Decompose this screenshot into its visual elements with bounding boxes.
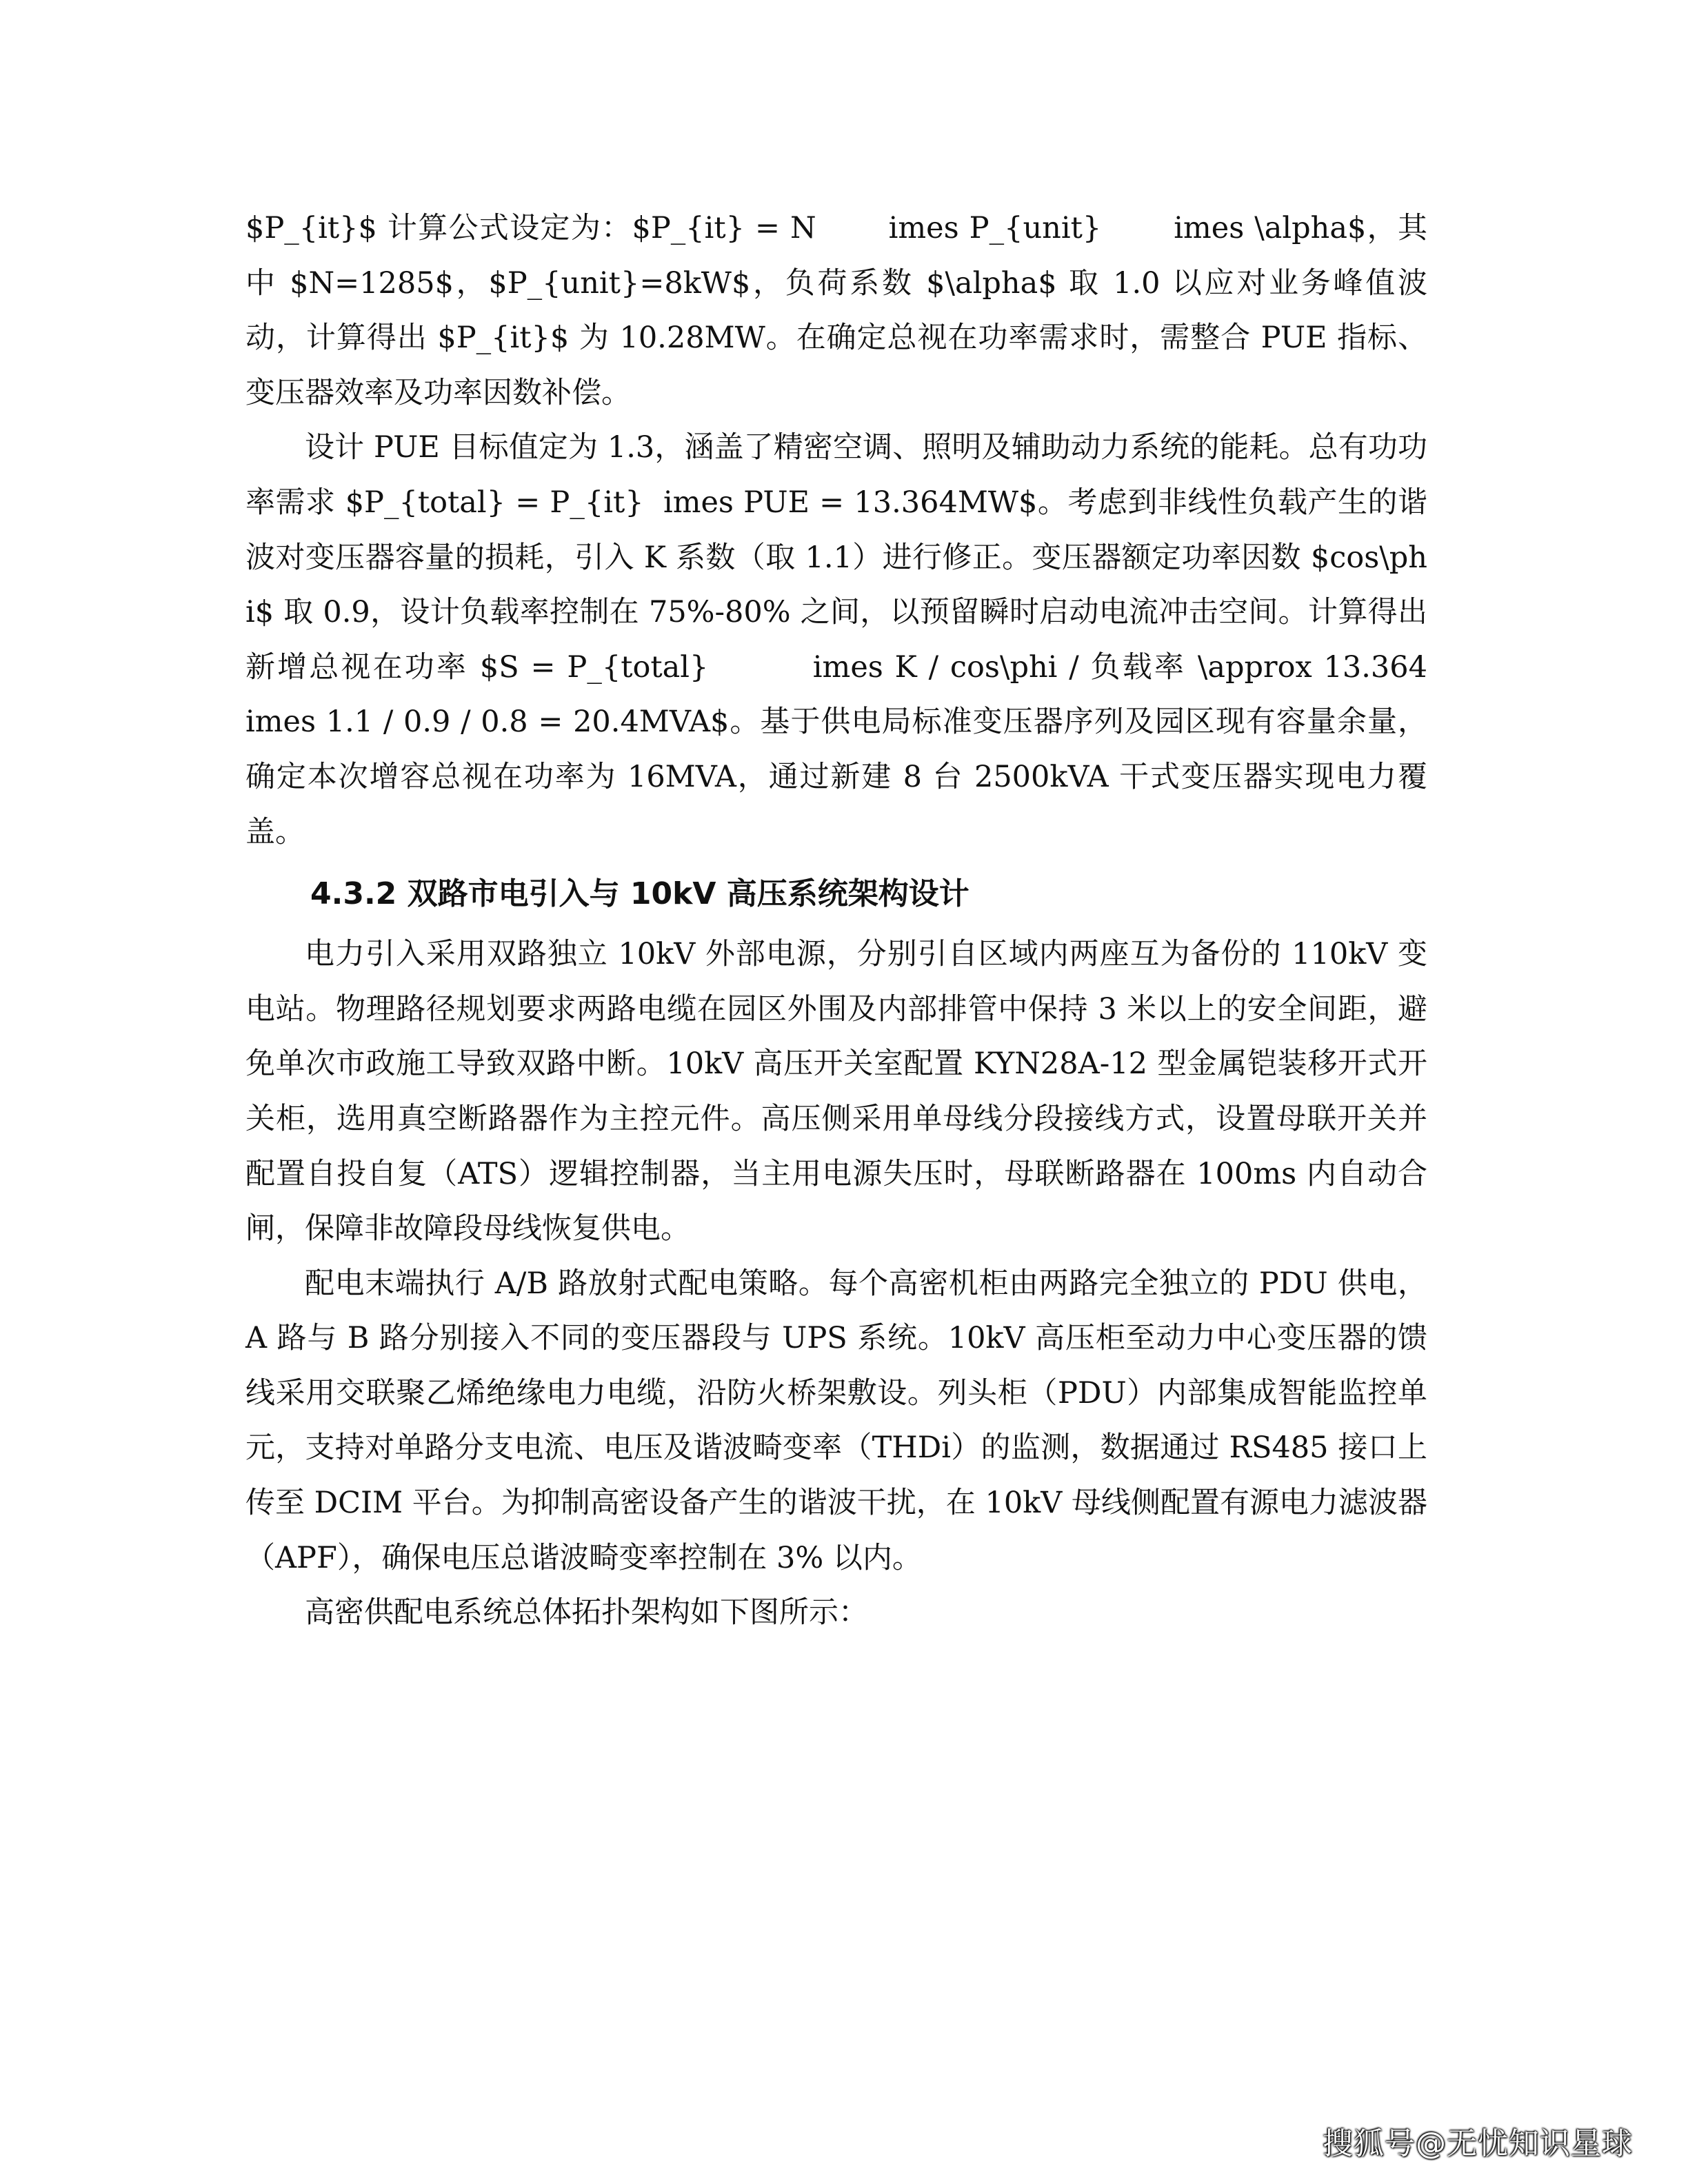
section-heading: 4.3.2 双路市电引入与 10kV 高压系统架构设计: [310, 876, 969, 912]
paragraph-ab-distribution: 配电末端执行 A/B 路放射式配电策略。每个高密机柜由两路完全独立的 PDU 供电，A 路与 B 路分别接入不同的变压器段与 UPS 系统。10kV 高压柜至动力中心变压器的馈线采用交联聚乙烯绝缘电力电缆，沿防火桥架敷设。列头柜（PDU）内部集成智能监控单元，支持对单路分支电流、电压及谐波畸变率（THDi）的监测，数据通过 RS485 接口上传至 DCIM 平台。为抑制高密设备产生的谐波干扰，在 10kV 母线侧配置有源电力滤波器（APF），确保电压总谐波畸变率控制在 3% 以内。: [245, 1266, 1427, 1575]
paragraph-pit-formula: $P_{it}$ 计算公式设定为：$P_{it} = N imes P_{unit} imes \alpha$，其中 $N=1285$，$P_{unit}=8kW$，负荷系数 $\alpha$ 取 1.0 以应对业务峰值波动，计算得出 $P_{it}$ 为 10.28MW。在确定总视在功率需求时，需整合 PUE 指标、变压器效率及功率因数补偿。: [245, 211, 1427, 410]
document-page: [245, 201, 1485, 1641]
paragraph-pue-calculation: 设计 PUE 目标值定为 1.3，涵盖了精密空调、照明及辅助动力系统的能耗。总有功功率需求 $P_{total} = P_{it} imes PUE = 13.364MW$。考虑到非线性负载产生的谐波对变压器容量的损耗，引入 K 系数（取 1.1）进行修正。变压器额定功率因数 $cos\phi$ 取 0.9，设计负载率控制在 75%-80% 之间，以预留瞬时启动电流冲击空间。计算得出新增总视在功率 $S = P_{total} imes K / cos\phi / 负载率 \approx 13.364 imes 1.1 / 0.9 / 0.8 = 20.4MVA$。基于供电局标准变压器序列及园区现有容量余量，确定本次增容总视在功率为 16MVA，通过新建 8 台 2500kVA 干式变压器实现电力覆盖。: [245, 430, 1485, 849]
paragraph-topology-intro: 高密供配电系统总体拓扑架构如下图所示：: [305, 1595, 868, 1630]
paragraph-dual-supply: 电力引入采用双路独立 10kV 外部电源，分别引自区域内两座互为备份的 110kV 变电站。物理路径规划要求两路电缆在园区外围及内部排管中保持 3 米以上的安全间距，避免单次市政施工导致双路中断。10kV 高压开关室配置 KYN28A-12 型金属铠装移开式开关柜，选用真空断路器作为主控元件。高压侧采用单母线分段接线方式，设置母联开关并配置自投自复（ATS）逻辑控制器，当主用电源失压时，母联断路器在 100ms 内自动合闸，保障非故障段母线恢复供电。: [245, 937, 1427, 1246]
watermark: 搜狐号@无忧知识星球: [1323, 2126, 1633, 2161]
